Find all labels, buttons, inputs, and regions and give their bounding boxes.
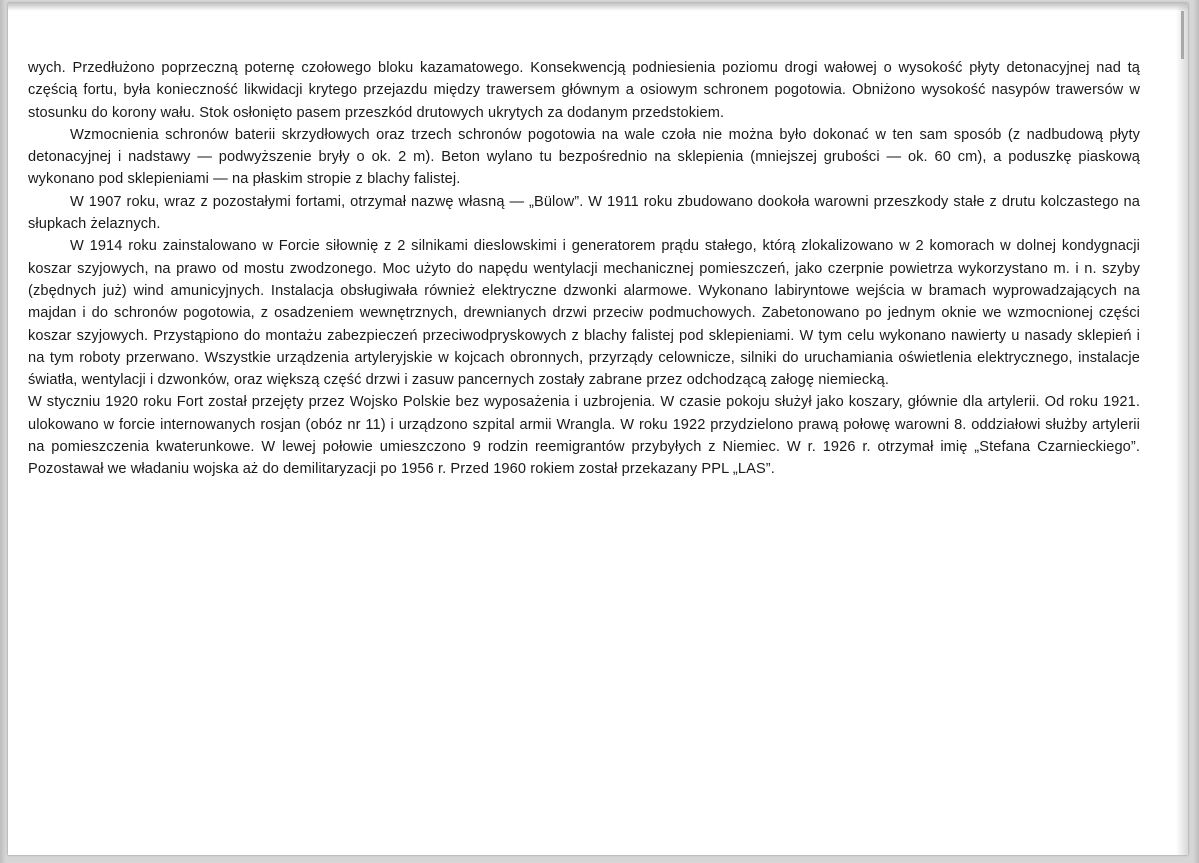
scan-edge-mark (1181, 11, 1184, 59)
paragraph-1: wych. Przedłużono poprzeczną poternę czołowego bloku kazamatowego. Konsekwencją podniesienia poziomu drogi wałowej o wysokość płyty detonacyjnej nad tą częścią fortu, była konieczność likwidacji krytego przejazdu między trawersem głównym a osiowym schronem pogotowia. Obniżono wysokość nasypów trawersów w stosunku do korony wału. Stok osłonięto pasem przeszkód drutowych ukrytych za dodanym przedstokiem. (28, 60, 1140, 121)
scan-right-edge (1176, 3, 1188, 855)
document-page (8, 3, 1188, 855)
paragraph-4: W 1914 roku zainstalowano w Forcie siłownię z 2 silnikami dieslowskimi i generatorem prądu stałego, którą zlokalizowano w 2 komorach w dolnej kondygnacji koszar szyjowych, na prawo od mostu zwodzonego. Moc użyto do napędu wentylacji mechanicznej pomieszczeń, jako czerpnie powietrza wykorzystano m. i n. szyby (zbędnych już) wind amunicyjnych. Instalacja obsługiwała również elektryczne dzwonki alarmowe. Wykonano labiryntowe wejścia w bramach wyprowadzających na majdan i do schronów pogotowia, z osadzeniem wewnętrznych, drewnianych drzwi przeciw podmuchowych. Zabetonowano po jednym oknie we wzmocnionej części koszar szyjowych. Przystąpiono do montażu zabezpieczeń przeciwodpryskowych z blachy falistej pod sklepieniami. W tym celu wykonano nawierty u nasady sklepień i na tym roboty przerwano. Wszystkie urządzenia artyleryjskie w kojcach obronnych, przyrządy celownicze, silniki do uruchamiania oświetlenia elektrycznego, instalacje światła, wentylacji i dzwonków, oraz większą część drzwi i zasuw pancernych zostały zabrane przez odchodzącą załogę niemiecką. (28, 238, 1140, 389)
paragraph-2: Wzmocnienia schronów baterii skrzydłowych oraz trzech schronów pogotowia na wale czoła nie można było dokonać w ten sam sposób (z nadbudową płyty detonacyjnej i nadstawy — podwyższenie bryły o ok. 2 m). Beton wylano tu bezpośrednio na sklepienia (mniejszej grubości — ok. 60 cm), a poduszkę piaskową wykonano pod sklepieniami — na płaskim stropie z blachy falistej. (28, 126, 1140, 188)
scan-top-shadow (8, 3, 1188, 11)
paragraph-5: W styczniu 1920 roku Fort został przejęty przez Wojsko Polskie bez wyposażenia i uzbrojenia. W czasie pokoju służył jako koszary, głównie dla artylerii. Od roku 1921. ulokowano w forcie internowanych rosjan (obóz nr 11) i urządzono szpital armii Wrangla. W roku 1922 przydzielono prawą połowę warowni 8. oddziałowi służby artylerii na pomieszczenia kwaterunkowe. W lewej połowie umieszczono 9 rodzin reemigrantów przybyłych z Niemiec. W r. 1926 r. otrzymał imię „Stefana Czarnieckiego”. Pozostawał we władaniu wojska aż do demilitaryzacji po 1956 r. Przed 1960 rokiem został przekazany PPL „LAS”. (28, 394, 1140, 478)
paragraph-3: W 1907 roku, wraz z pozostałymi fortami, otrzymał nazwę własną — „Bülow”. W 1911 roku zbudowano dookoła warowni przeszkody stałe z drutu kolczastego na słupkach żelaznych. (28, 193, 1140, 233)
body-text (28, 57, 1140, 481)
